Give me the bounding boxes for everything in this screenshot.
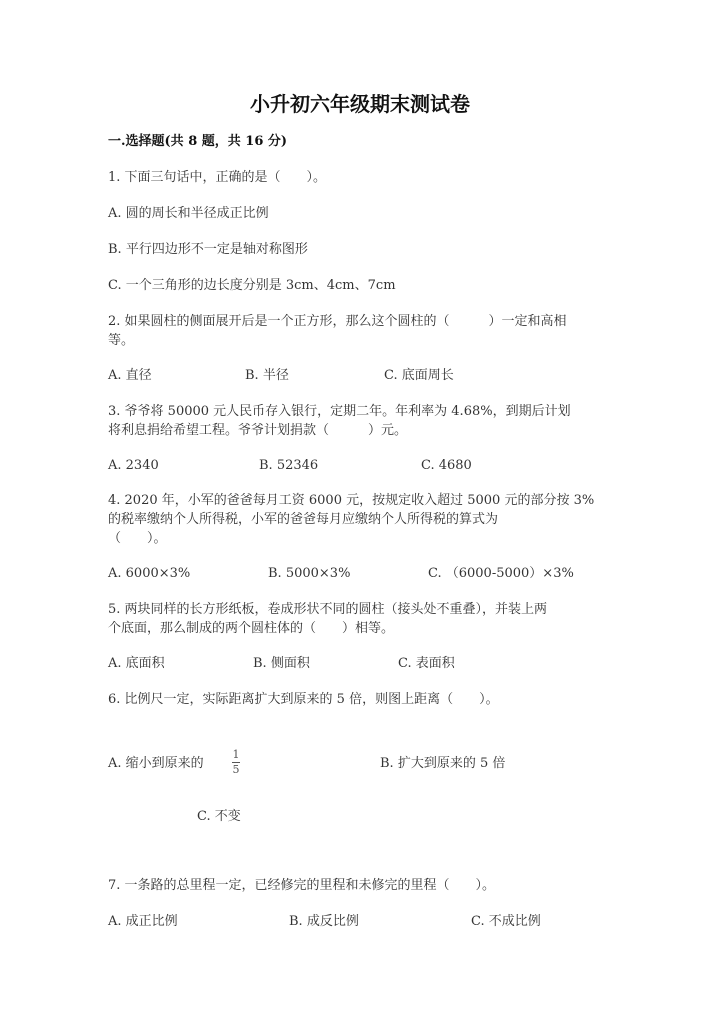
question-6-stem: 6. 比例尺一定，实际距离扩大到原来的 5 倍，则图上距离（ ）。	[108, 692, 499, 707]
question-1-option-c: C. 一个三角形的边长度分别是 3cm、4cm、7cm	[108, 278, 396, 293]
question-3-stem: 3. 爷爷将 50000 元人民币存入银行，定期二年。年利率为 4.68%，到期后计划	[108, 404, 571, 419]
fraction-one-fifth	[232, 749, 240, 776]
question-7-stem: 7. 一条路的总里程一定，已经修完的里程和未修完的里程（ ）。	[108, 878, 496, 893]
question-4-option-b: B. 5000×3%	[268, 566, 351, 581]
question-2-option-a: A. 直径	[108, 368, 152, 383]
question-2-option-b: B. 半径	[245, 368, 289, 383]
question-5-option-a: A. 底面积	[108, 656, 165, 671]
question-5-option-c: C. 表面积	[398, 656, 455, 671]
question-6-option-a: A. 缩小到原来的	[108, 756, 204, 771]
question-7-option-c: C. 不成比例	[471, 914, 541, 929]
fraction-denominator: 5	[232, 763, 240, 776]
question-4-stem-cont: 的税率缴纳个人所得税，小军的爸爸每月应缴纳个人所得税的算式为	[108, 512, 499, 527]
question-7-option-a: A. 成正比例	[108, 914, 178, 929]
question-3-option-b: B. 52346	[259, 458, 319, 473]
question-2-option-c: C. 底面周长	[384, 368, 454, 383]
question-1-option-a: A. 圆的周长和半径成正比例	[108, 206, 269, 221]
section-heading: 一.选择题(共 8 题，共 16 分)	[108, 134, 288, 149]
question-3-option-a: A. 2340	[108, 458, 159, 473]
question-6-option-b: B. 扩大到原来的 5 倍	[380, 756, 506, 771]
question-7-option-b: B. 成反比例	[289, 914, 359, 929]
question-5-stem: 5. 两块同样的长方形纸板，卷成形状不同的圆柱（接头处不重叠），并装上两	[108, 602, 548, 617]
question-5-stem-cont: 个底面，那么制成的两个圆柱体的（ ）相等。	[108, 621, 395, 636]
question-1-stem: 1. 下面三句话中，正确的是（ ）。	[108, 170, 327, 185]
question-4-option-a: A. 6000×3%	[108, 566, 191, 581]
question-4-stem-blank: （ ）。	[108, 531, 167, 546]
question-2-stem: 2. 如果圆柱的侧面展开后是一个正方形，那么这个圆柱的（ ）一定和高相	[108, 314, 567, 329]
question-4-option-c: C. （6000-5000）×3%	[428, 566, 574, 581]
question-1-option-b: B. 平行四边形不一定是轴对称图形	[108, 242, 308, 257]
fraction-numerator: 1	[232, 748, 240, 761]
question-3-stem-cont: 将利息捐给希望工程。爷爷计划捐款（ ）元。	[108, 423, 408, 438]
page-title: 小升初六年级期末测试卷	[250, 92, 470, 116]
question-3-option-c: C. 4680	[421, 458, 472, 473]
question-6-option-c: C. 不变	[197, 809, 241, 824]
question-4-stem: 4. 2020 年，小军的爸爸每月工资 6000 元，按规定收入超过 5000 元的部分按 3%	[108, 493, 595, 508]
question-5-option-b: B. 侧面积	[253, 656, 310, 671]
question-2-stem-cont: 等。	[108, 333, 135, 348]
